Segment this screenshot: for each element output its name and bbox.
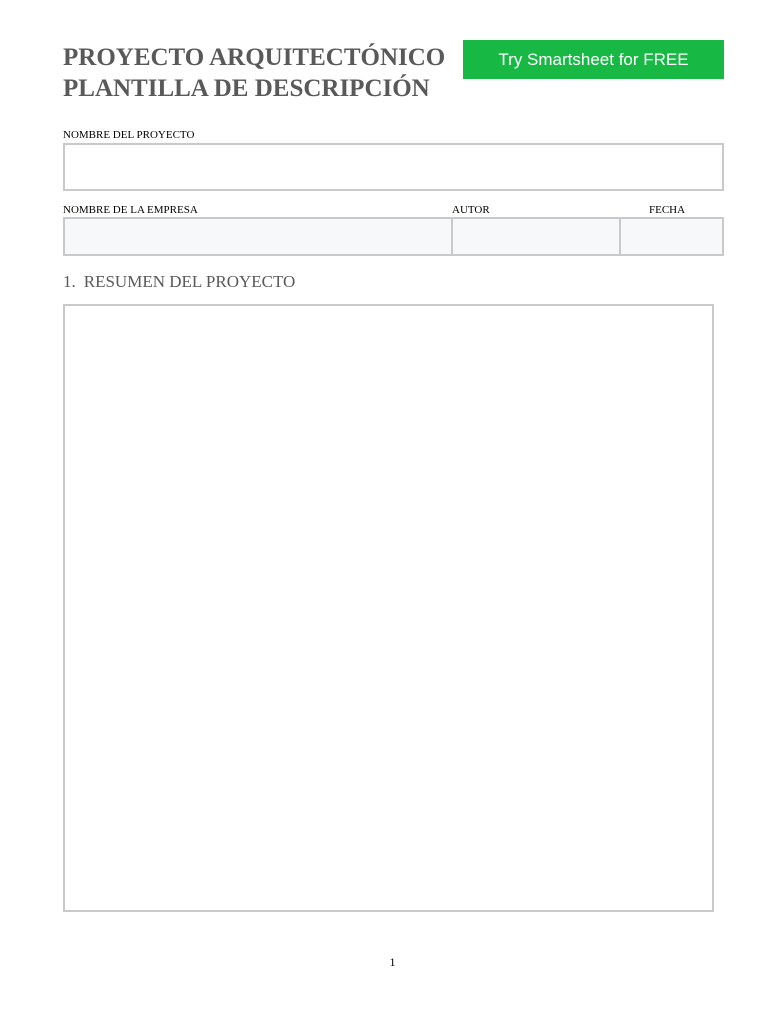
date-label: FECHA [649, 204, 686, 216]
document-title [63, 42, 463, 104]
company-name-field[interactable] [63, 217, 453, 256]
section-heading-project-summary [63, 272, 295, 292]
company-name-label: NOMBRE DE LA EMPRESA [63, 204, 198, 216]
section-title: RESUMEN DEL PROYECTO [83, 272, 296, 291]
try-smartsheet-button[interactable]: Try Smartsheet for FREE [463, 40, 724, 79]
title-line-2: PLANTILLA DE DESCRIPCIÓN [63, 75, 430, 102]
author-label: AUTOR [452, 204, 490, 216]
project-name-label: NOMBRE DEL PROYECTO [63, 129, 195, 141]
page-number: 1 [389, 955, 396, 969]
author-field[interactable] [451, 217, 621, 256]
project-name-field[interactable] [63, 143, 724, 191]
date-field[interactable] [619, 217, 724, 256]
project-summary-textbox[interactable] [63, 304, 714, 912]
section-number: 1. [63, 272, 76, 291]
title-line-1: PROYECTO ARQUITECTÓNICO [63, 44, 446, 71]
